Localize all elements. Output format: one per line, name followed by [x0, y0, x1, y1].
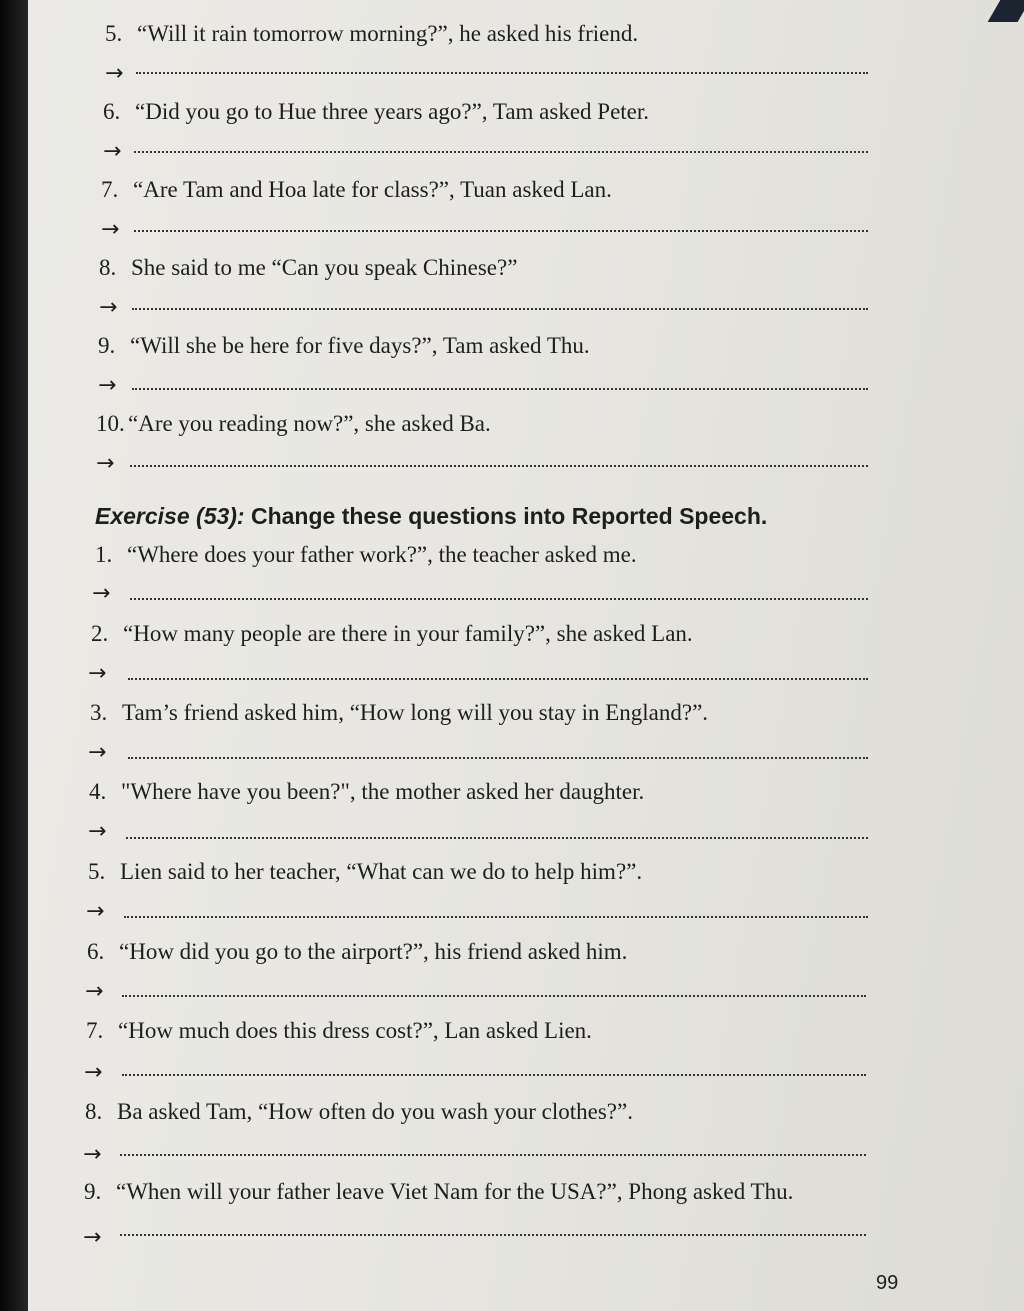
- question-text: Tam’s friend asked him, “How long will you stay in England?”.: [122, 700, 709, 725]
- answer-line[interactable]: [134, 151, 868, 153]
- answer-arrow-icon: →: [103, 139, 122, 164]
- question-text: “How much does this dress cost?”, Lan asked Lien.: [118, 1018, 592, 1043]
- first-set-question-2: [103, 97, 649, 127]
- question-text: “Where does your father work?”, the teacher asked me.: [127, 542, 637, 567]
- exercise-53-question-2: [91, 619, 693, 649]
- exercise-53-question-5: [88, 857, 642, 887]
- question-number: 6.: [103, 99, 121, 124]
- answer-line[interactable]: [122, 995, 866, 997]
- question-text: “How many people are there in your family?”, she asked Lan.: [123, 621, 693, 646]
- question-number: 7.: [86, 1018, 104, 1043]
- answer-line[interactable]: [122, 1074, 866, 1076]
- answer-line[interactable]: [134, 230, 868, 232]
- workbook-page: [28, 0, 1024, 1311]
- answer-arrow-icon: →: [84, 1060, 103, 1085]
- exercise-label: Exercise (53):: [95, 503, 245, 529]
- question-text: “When will your father leave Viet Nam for the USA?”, Phong asked Thu.: [116, 1179, 794, 1204]
- answer-line[interactable]: [128, 678, 868, 680]
- exercise-53-question-9: [84, 1177, 793, 1207]
- answer-arrow-icon: →: [83, 1225, 102, 1250]
- answer-arrow-icon: →: [98, 373, 117, 398]
- question-number: 5.: [105, 21, 123, 46]
- answer-arrow-icon: →: [83, 1142, 102, 1167]
- question-number: 8.: [99, 255, 117, 280]
- question-text: “Are you reading now?”, she asked Ba.: [128, 411, 491, 436]
- question-number: 1.: [95, 542, 113, 567]
- page-left-shadow: [0, 0, 28, 1311]
- question-number: 9.: [98, 333, 116, 358]
- answer-line[interactable]: [132, 308, 868, 310]
- answer-line[interactable]: [130, 465, 868, 467]
- question-number: 4.: [89, 779, 107, 804]
- exercise-content: [28, 0, 1024, 1311]
- answer-arrow-icon: →: [105, 61, 124, 86]
- exercise-53-question-8: [85, 1097, 633, 1127]
- exercise-instruction: Change these questions into Reported Speech.: [250, 503, 768, 529]
- answer-line[interactable]: [120, 1154, 866, 1156]
- question-number: 10.: [96, 411, 125, 436]
- question-number: 6.: [87, 939, 105, 964]
- first-set-question-3: [101, 175, 612, 205]
- question-text: “Did you go to Hue three years ago?”, Tam asked Peter.: [135, 99, 650, 124]
- answer-arrow-icon: →: [85, 979, 104, 1004]
- answer-line[interactable]: [124, 916, 868, 918]
- answer-line[interactable]: [126, 837, 868, 839]
- answer-arrow-icon: →: [99, 295, 118, 320]
- question-text: Ba asked Tam, “How often do you wash your clothes?”.: [117, 1099, 633, 1124]
- first-set-question-1: [105, 19, 638, 49]
- answer-arrow-icon: →: [88, 661, 107, 686]
- question-number: 5.: [88, 859, 106, 884]
- answer-line[interactable]: [136, 72, 868, 74]
- answer-arrow-icon: →: [88, 740, 107, 765]
- answer-arrow-icon: →: [88, 819, 107, 844]
- question-number: 9.: [84, 1179, 102, 1204]
- question-number: 2.: [91, 621, 109, 646]
- question-text: “Will it rain tomorrow morning?”, he asked his friend.: [137, 21, 639, 46]
- first-set-question-6: [96, 409, 491, 439]
- exercise-53-question-7: [86, 1016, 592, 1046]
- answer-arrow-icon: →: [86, 899, 105, 924]
- answer-line[interactable]: [120, 1234, 866, 1236]
- question-text: "Where have you been?", the mother asked her daughter.: [121, 779, 645, 804]
- answer-line[interactable]: [130, 598, 868, 600]
- question-text: She said to me “Can you speak Chinese?”: [131, 255, 518, 280]
- exercise-53-question-1: [95, 540, 637, 570]
- answer-arrow-icon: →: [101, 217, 120, 242]
- answer-arrow-icon: →: [92, 581, 111, 606]
- exercise-53-question-4: [89, 777, 644, 807]
- question-text: “Are Tam and Hoa late for class?”, Tuan asked Lan.: [133, 177, 612, 202]
- answer-line[interactable]: [132, 388, 868, 390]
- answer-arrow-icon: →: [96, 451, 115, 476]
- question-number: 8.: [85, 1099, 103, 1124]
- question-text: “Will she be here for five days?”, Tam asked Thu.: [130, 333, 590, 358]
- exercise-heading: [95, 501, 767, 531]
- question-text: Lien said to her teacher, “What can we do to help him?”.: [120, 859, 643, 884]
- answer-line[interactable]: [128, 757, 868, 759]
- question-number: 3.: [90, 700, 108, 725]
- question-text: “How did you go to the airport?”, his friend asked him.: [119, 939, 628, 964]
- first-set-question-5: [98, 331, 590, 361]
- page-number: 99: [876, 1272, 899, 1294]
- exercise-53-question-6: [87, 937, 627, 967]
- exercise-53-question-3: [90, 698, 708, 728]
- first-set-question-4: [99, 253, 517, 283]
- question-number: 7.: [101, 177, 119, 202]
